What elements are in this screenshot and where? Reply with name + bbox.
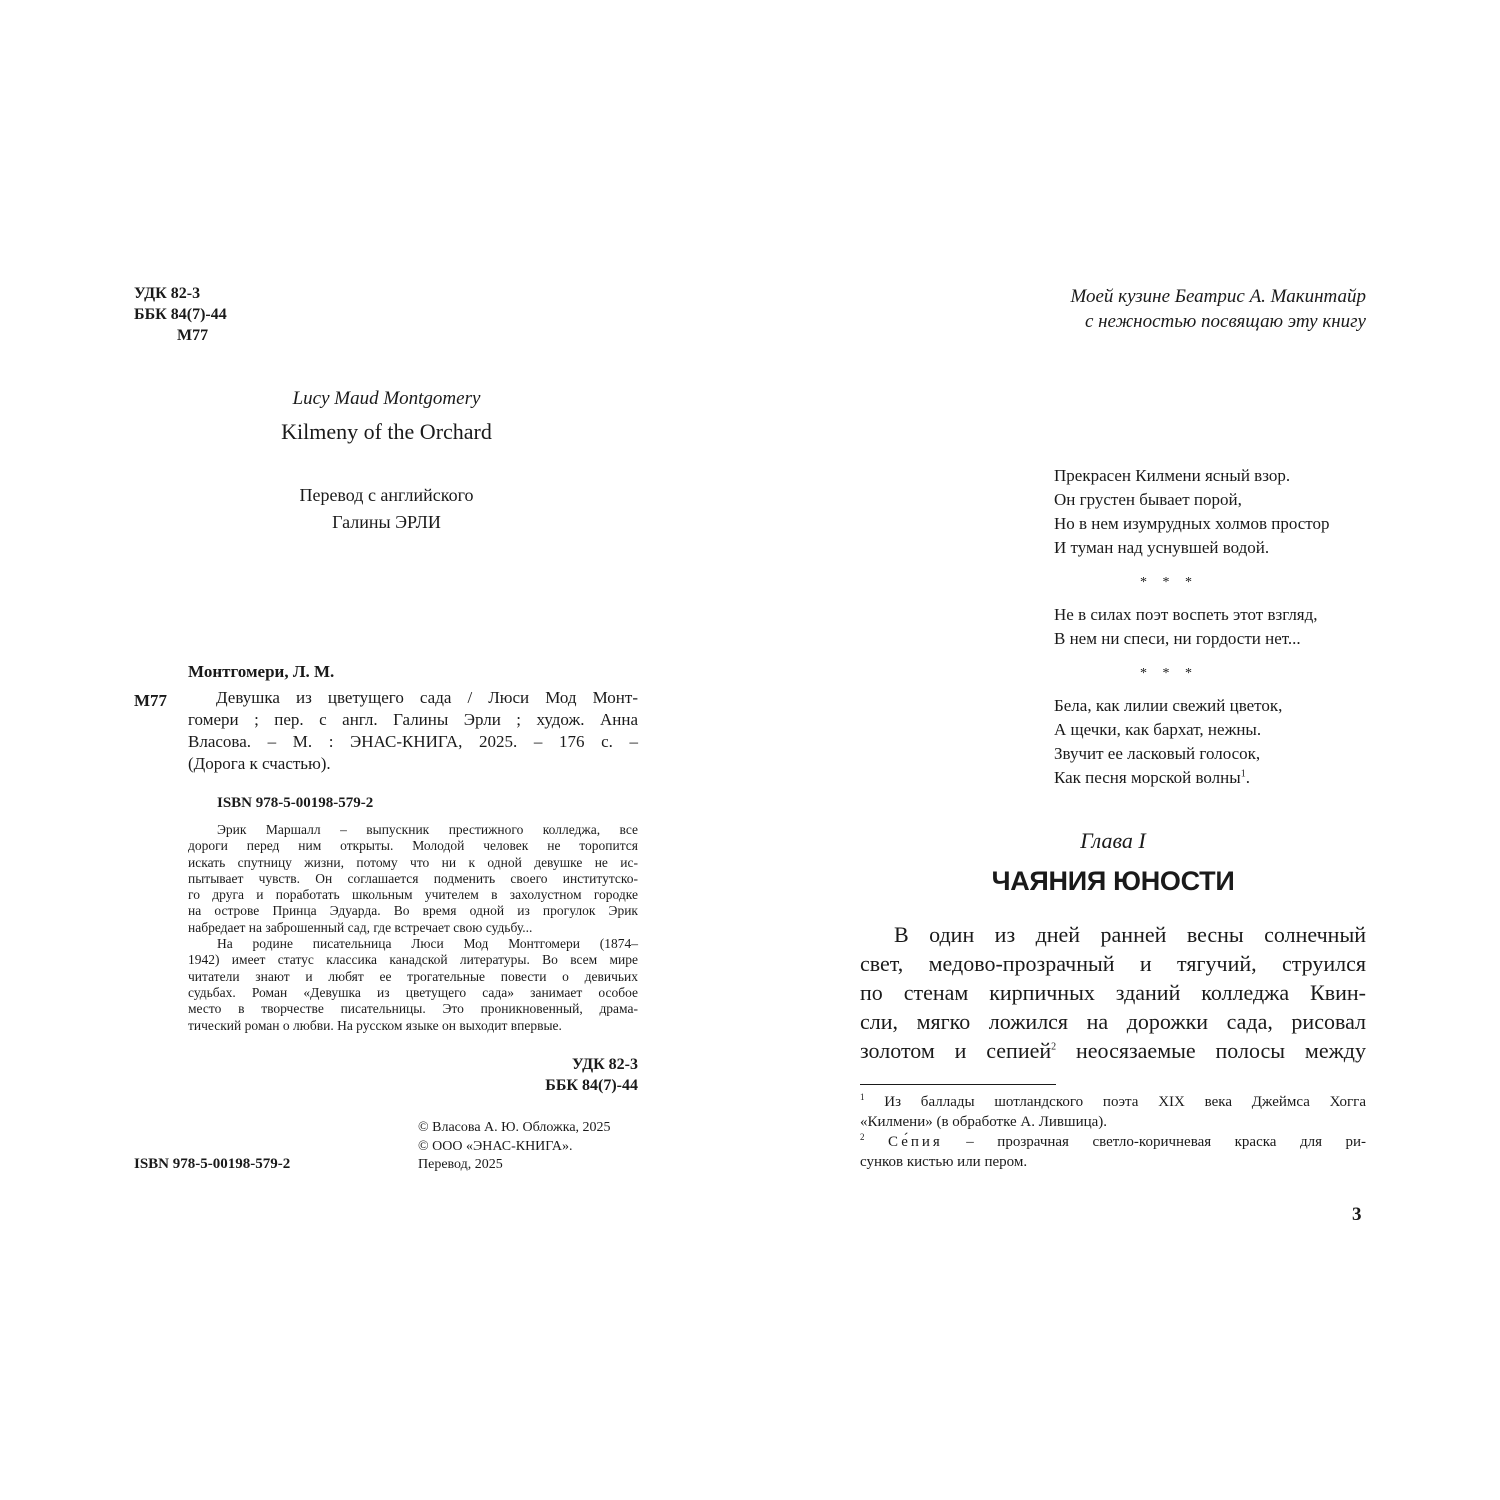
annotation-line: го друга и поработать школьным учителем в захолустном городке — [188, 887, 638, 903]
annotation-line: 1942) имеет статус классика канадской литературы. Во всем мире — [188, 952, 638, 968]
translator-name: Галины ЭРЛИ — [332, 512, 441, 532]
annotation-line: читатели знают и любят ее трогательные повести о девичьих — [188, 968, 638, 984]
footnotes — [860, 1092, 1366, 1172]
poem-line: Прекрасен Килмени ясный взор. — [1054, 466, 1291, 485]
chapter-body — [860, 920, 1366, 1065]
original-author: Lucy Maud Montgomery — [292, 388, 481, 409]
body-line: свет, медово-прозрачный и тягучий, струился — [860, 951, 1366, 976]
body-text-fragment: золотом и сепией — [860, 1038, 1052, 1063]
catalog-isbn: ISBN 978-5-00198-579-2 — [217, 795, 374, 811]
footnote-ref-1[interactable]: 1 — [1240, 768, 1246, 780]
body-line: по стенам кирпичных зданий колледжа Квин- — [860, 980, 1366, 1005]
isbn-bottom: ISBN 978-5-00198-579-2 — [134, 1156, 291, 1172]
footnote-1 — [860, 1092, 1366, 1112]
poem-line-end: . — [1245, 768, 1250, 787]
catalog-desc-line: Девушка из цветущего сада / Люси Мод Монт- — [216, 688, 638, 707]
chapter-title: ЧАЯНИЯ ЮНОСТИ — [991, 866, 1235, 896]
bbk-code: ББК 84(7)-44 — [134, 306, 227, 323]
footnote-mark: 1 — [860, 1092, 865, 1102]
footnote-divider — [860, 1084, 1056, 1085]
annotation-line: набредает на заброшенный сад, где встречает свою судьбу... — [188, 919, 533, 935]
poem-line: Не в силах поэт воспеть этот взгляд, — [1054, 605, 1318, 624]
footnote-text: Из баллады шотландского поэта XIX века Джеймса Хогга — [884, 1094, 1366, 1110]
annotation-line: На родине писательница Люси Мод Монтгомери (1874– — [217, 936, 638, 952]
catalog-author-mark: М77 — [134, 691, 168, 710]
dedication-line: Моей кузине Беатрис А. Макинтайр — [1070, 286, 1366, 307]
catalog-classification — [400, 1054, 638, 1096]
page-number: 3 — [1352, 1204, 1362, 1225]
poem-line: Но в нем изумрудных холмов простор — [1054, 514, 1330, 533]
catalog-desc-line: Власова. – М. : ЭНАС-КНИГА, 2025. – 176 с. – — [188, 732, 638, 751]
catalog-author-heading: Монтгомери, Л. М. — [188, 662, 335, 681]
footnote-2-cont: сунков кистью или пером. — [860, 1154, 1028, 1170]
annotation-line: тический роман о любви. На русском языке он выходит впервые. — [188, 1017, 562, 1033]
catalog-description — [188, 687, 638, 775]
annotation — [188, 822, 638, 1034]
translation-credit — [200, 482, 573, 536]
classification-codes — [134, 283, 227, 346]
catalog-bbk: ББК 84(7)-44 — [545, 1077, 638, 1094]
copyright-line: © Власова А. Ю. Обложка, 2025 — [418, 1120, 611, 1135]
stanza-separator: * * * — [1140, 575, 1198, 590]
poem-line: И туман над уснувшей водой. — [1054, 538, 1270, 557]
poem-stanza — [1054, 464, 1330, 560]
body-text-fragment: неосязаемые полосы между — [1056, 1038, 1366, 1063]
poem-line: В нем ни спеси, ни гордости нет... — [1054, 629, 1301, 648]
poem-stanza — [1054, 603, 1330, 651]
dedication-line: с нежностью посвящаю эту книгу — [1084, 311, 1366, 332]
copyright-line: Перевод, 2025 — [418, 1157, 503, 1172]
poem-line: Бела, как лилии свежий цветок, — [1054, 696, 1283, 715]
annotation-line: пытывает чувств. Он соглашается подменить своего институтско- — [188, 870, 638, 886]
body-line: сли, мягко ложился на дорожки сада, рисовал — [860, 1009, 1366, 1034]
catalog-desc-line: (Дорога к счастью). — [188, 754, 331, 773]
translation-line: Перевод с английского — [299, 485, 474, 505]
annotation-line: дороги перед ним открыты. Молодой человек не торопится — [188, 838, 638, 854]
chapter-number: Глава I — [1080, 828, 1146, 853]
footnote-1-cont: «Килмени» (в обработке А. Лившица). — [860, 1114, 1108, 1130]
original-title: Kilmeny of the Orchard — [281, 419, 492, 444]
annotation-line: судьбах. Роман «Девушка из цветущего сада» занимает особое — [188, 984, 638, 1000]
poem-line: Он грустен бывает порой, — [1054, 490, 1242, 509]
body-line: В один из дней ранней весны солнечный — [894, 922, 1366, 947]
footnote-ref-2[interactable]: 2 — [1051, 1041, 1057, 1053]
footnote-text: – прозрачная светло-коричневая краска для ри- — [942, 1134, 1366, 1150]
epigraph-poem — [1054, 464, 1330, 790]
poem-line: А щечки, как бархат, нежны. — [1054, 720, 1262, 739]
catalog-desc-line: гомери ; пер. с англ. Галины Эрли ; худож. Анна — [188, 710, 638, 729]
catalog-udk: УДК 82-3 — [571, 1056, 638, 1073]
footnote-mark: 2 — [860, 1132, 865, 1142]
copyright-block — [418, 1119, 611, 1175]
poem-line — [1054, 766, 1330, 790]
poem-line: Звучит ее ласковый голосок, — [1054, 744, 1261, 763]
annotation-line: искать спутницу жизни, потому что ни к одной девушке не ис- — [188, 854, 638, 870]
annotation-line: на острове Принца Эдуарда. Во время одной из прогулок Эрик — [188, 903, 638, 919]
footnote-2 — [860, 1132, 1366, 1152]
udk-code: УДК 82-3 — [134, 285, 201, 302]
dedication — [900, 284, 1366, 334]
poem-stanza — [1054, 694, 1330, 790]
stanza-separator: * * * — [1140, 666, 1198, 681]
copyright-line: © ООО «ЭНАС-КНИГА». — [418, 1138, 573, 1154]
poem-line-text: Как песня морской волны — [1054, 768, 1241, 787]
footnote-term: Се́пия — [888, 1134, 943, 1150]
author-mark: М77 — [177, 327, 209, 344]
annotation-line: Эрик Маршалл – выпускник престижного колледжа, все — [217, 822, 638, 837]
body-line — [860, 1036, 1366, 1065]
annotation-line: место в творчестве писательницы. Это проникновенный, драма- — [188, 1001, 638, 1017]
